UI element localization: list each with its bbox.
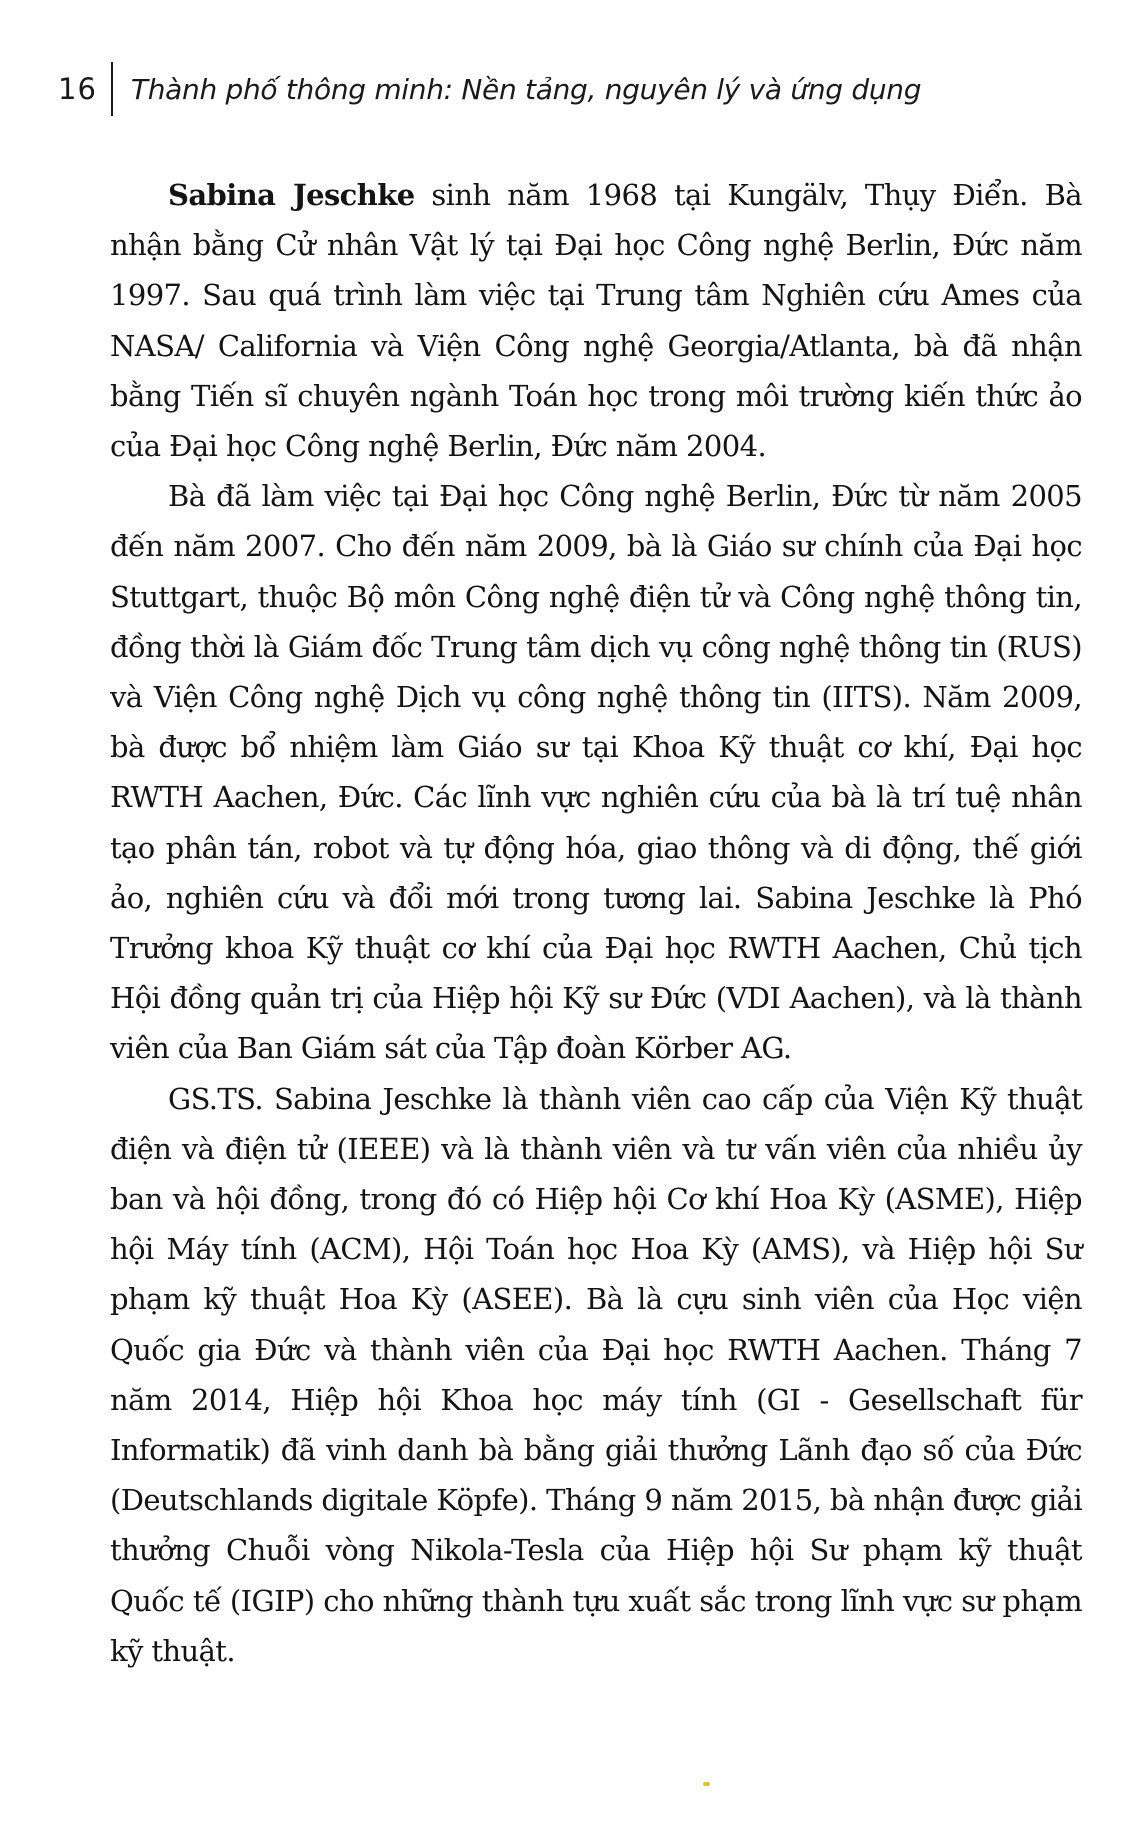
body-text (110, 170, 1082, 1676)
page-number: 16 (58, 72, 97, 106)
header-divider (111, 62, 113, 116)
paragraph-1 (110, 170, 1082, 471)
subject-name: Sabina Jeschke (168, 178, 415, 212)
paragraph-3: GS.TS. Sabina Jeschke là thành viên cao cấp của Viện Kỹ thuật điện và điện tử (IEEE) và là thành viên và tư vấn viên của nhiều ủy ban và hội đồng, trong đó có Hiệp hội Cơ khí Hoa Kỳ (ASME), Hiệp hội Máy tính (ACM), Hội Toán học Hoa Kỳ (AMS), và Hiệp hội Sư phạm kỹ thuật Hoa Kỳ (ASEE). Bà là cựu sinh viên của Học viện Quốc gia Đức và thành viên của Đại học RWTH Aachen. Tháng 7 năm 2014, Hiệp hội Khoa học máy tính (GI - Gesellschaft für Informatik) đã vinh danh bà bằng giải thưởng Lãnh đạo số của Đức (Deutschlands digitale Köpfe). Tháng 9 năm 2015, bà nhận được giải thưởng Chuỗi vòng Nikola-Tesla của Hiệp hội Sư phạm kỹ thuật Quốc tế (IGIP) cho những thành tựu xuất sắc trong lĩnh vực sư phạm kỹ thuật. (110, 1081, 1082, 1668)
paragraph-2: Bà đã làm việc tại Đại học Công nghệ Berlin, Đức từ năm 2005 đến năm 2007. Cho đến năm 2009, bà là Giáo sư chính của Đại học Stuttgart, thuộc Bộ môn Công nghệ điện tử và Công nghệ thông tin, đồng thời là Giám đốc Trung tâm dịch vụ công nghệ thông tin (RUS) và Viện Công nghệ Dịch vụ công nghệ thông tin (IITS). Năm 2009, bà được bổ nhiệm làm Giáo sư tại Khoa Kỹ thuật cơ khí, Đại học RWTH Aachen, Đức. Các lĩnh vực nghiên cứu của bà là trí tuệ nhân tạo phân tán, robot và tự động hóa, giao thông và di động, thế giới ảo, nghiên cứu và đổi mới trong tương lai. Sabina Jeschke là Phó Trưởng khoa Kỹ thuật cơ khí của Đại học RWTH Aachen, Chủ tịch Hội đồng quản trị của Hiệp hội Kỹ sư Đức (VDI Aachen), và là thành viên của Ban Giám sát của Tập đoàn Körber AG. (110, 479, 1082, 1066)
running-title: Thành phố thông minh: Nền tảng, nguyên lý và ứng dụng (130, 72, 922, 106)
print-speck (703, 1782, 710, 1786)
paragraph-1-text: sinh năm 1968 tại Kungälv, Thụy Điển. Bà nhận bằng Cử nhân Vật lý tại Đại học Công nghệ Berlin, Đức năm 1997. Sau quá trình làm việc tại Trung tâm Nghiên cứu Ames của NASA/ California và Viện Công nghệ Georgia/Atlanta, bà đã nhận bằng Tiến sĩ chuyên ngành Toán học trong môi trường kiến thức ảo của Đại học Công nghệ Berlin, Đức năm 2004. (110, 178, 1082, 464)
page-header (58, 62, 921, 116)
